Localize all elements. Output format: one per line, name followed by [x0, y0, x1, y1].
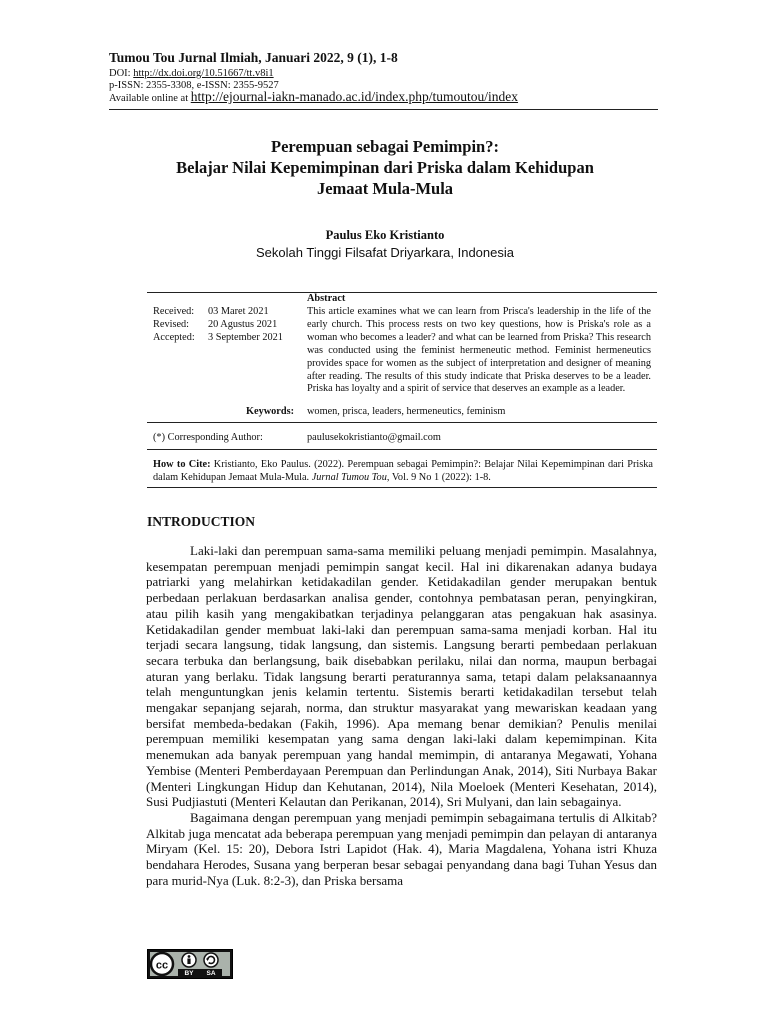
- title-line-3: Jemaat Mula-Mula: [316, 179, 454, 198]
- paragraph-2: Bagaimana dengan perempuan yang menjadi pemimpin sebagaimana tertulis di Alkitab? Alkitab juga mencatat ada beberapa perempuan yang menjadi pemimpin dan pelayan di antaranya Miryam (Kel. 15: 20), Debora Istri Lapidot (Hak. 4), Maria Magdalena, Yohana istri Khuza bendahara Herodes, Susana yang berperan besar sebagai penyandang dana bagi Tuhan Yesus dan para murid-Nya (Luk. 8:2-3), dan Priska bersama: [146, 809, 657, 888]
- corresponding-label: (*) Corresponding Author:: [153, 432, 263, 443]
- accepted-value: 3 September 2021: [208, 332, 283, 343]
- cite-journal: Jurnal Tumou Tou: [311, 471, 387, 483]
- doi-link[interactable]: http://dx.doi.org/10.51667/tt.v8i1: [133, 68, 274, 79]
- journal-url-link[interactable]: http://ejournal-iakn-manado.ac.id/index.php/tumoutou/index: [190, 89, 519, 104]
- cc-by-label: BY: [184, 970, 194, 977]
- header-divider: [109, 109, 658, 110]
- available-line: [109, 91, 518, 105]
- keywords-value: women, prisca, leaders, hermeneutics, feminism: [307, 406, 506, 417]
- corresponding-email[interactable]: paulusekokristianto@gmail.com: [307, 432, 441, 443]
- cite-label: How to Cite:: [153, 459, 211, 470]
- info-box-lower-rule: [147, 449, 657, 450]
- author-name: Paulus Eko Kristianto: [325, 228, 445, 242]
- info-box-middle-rule: [147, 422, 657, 423]
- doi-label: DOI:: [109, 68, 134, 79]
- journal-title: Tumou Tou Jurnal Ilmiah, Januari 2022, 9 (1), 1-8: [109, 50, 398, 65]
- author-affiliation: Sekolah Tinggi Filsafat Driyarkara, Indonesia: [256, 245, 514, 260]
- info-box-bottom-rule: [147, 487, 657, 488]
- how-to-cite: [153, 459, 653, 485]
- received-value: 03 Maret 2021: [208, 306, 269, 317]
- revised-value: 20 Agustus 2021: [208, 319, 278, 330]
- available-label: Available online at: [109, 93, 191, 104]
- paragraph-1: Laki-laki dan perempuan sama-sama memiliki peluang menjadi pemimpin. Masalahnya, kesempatan perempuan menjadi pemimpin sangat kecil. Hal ini dikarenakan adanya budaya patriarki yang melahirkan ketidakadilan gender. Ketidakadilan gender merupakan bentuk perbedaan perlakuan berdasarkan analisa gender, contohnya pembatasan peran, penyingkiran, atau pilih kasih yang mengakibatkan terjadinya pelanggaran atas pengakuan hak asasinya. Ketidakadilan gender membuat laki-laki dan perempuan sama-sama menjadi korban. Hal itu terjadi secara langsung, tidak langsung, dan sistemis. Langsung berarti pembedaan perlakuan secara terbuka dan berlangsung, baik disebabkan perilaku, nilai dan norma, maupun berbagai aturan yang berlaku. Tidak langsung berarti peraturannya sama, tetapi dalam pelaksanaannya telah menguntungkan jenis kelamin tertentu. Sistemis berarti ketidakadilan tersebut telah mengakar sepanjang sejarah, norma, dan struktur masyarakat yang mewariskan keadaan yang bersifat membeda-bedakan (Fakih, 1996). Apa memang benar demikian? Penulis menilai perempuan memiliki kesempatan yang sama dengan laki-laki dalam kepemimpinan. Kita menemukan ada banyak perempuan yang handal memimpin, di antaranya Megawati, Yohana Yembise (Menteri Pemberdayaan Perempuan dan Perlindungan Anak, 2014), Siti Nurbaya Bakar (Menteri Lingkungan Hidup dan Kehutanan, 2014), Nila Moeloek (Menteri Kesehatan, 2014), Susi Pudjiastuti (Menteri Kelautan dan Perikanan, 2014), Sri Mulyani, dan lain sebagainya.: [146, 543, 657, 810]
- section-heading-introduction: INTRODUCTION: [147, 514, 256, 529]
- cite-text: Kristianto, Eko Paulus. (2022). Perempuan sebagai Pemimpin?: Belajar Nilai Kepemimpinan dari Priska dalam Kehidupan Jemaat Mula-Mula.: [153, 459, 653, 483]
- title-line-1: Perempuan sebagai Pemimpin?:: [271, 137, 499, 156]
- svg-text:cc: cc: [155, 959, 169, 972]
- cite-tail: , Vol. 9 No 1 (2022): 1-8.: [386, 471, 491, 483]
- doi-line: [109, 68, 274, 80]
- issn-line: p-ISSN: 2355-3308, e-ISSN: 2355-9527: [109, 80, 279, 91]
- revised-label: Revised:: [153, 319, 190, 330]
- article-title: [120, 136, 650, 199]
- accepted-label: Accepted:: [153, 332, 195, 343]
- cc-license-icon: [148, 950, 232, 978]
- abstract-text: This article examines what we can learn from Prisca's leadership in the life of the early church. This process rests on two key questions, how is Priska's role as a woman who becomes a leader? and what can be learned from Priska? This research was conducted using the feminist hermeneutic method. Feminist hermeneutics provides space for women as the subject of interpretation and designer of meaning after reading. The results of this study indicate that Priska deserves to be a leader. Priska has loyalty and a spirit of service that deserves an example as a leader.: [307, 306, 651, 395]
- cc-license-badge[interactable]: [147, 949, 233, 979]
- received-label: Received:: [153, 306, 195, 317]
- cc-sa-label: SA: [206, 970, 216, 977]
- keywords-label: Keywords:: [246, 406, 295, 417]
- info-box-top-rule: [147, 292, 657, 293]
- title-line-2: Belajar Nilai Kepemimpinan dari Priska dalam Kehidupan: [176, 158, 594, 177]
- abstract-heading: Abstract: [307, 293, 346, 304]
- body-text: [146, 543, 657, 888]
